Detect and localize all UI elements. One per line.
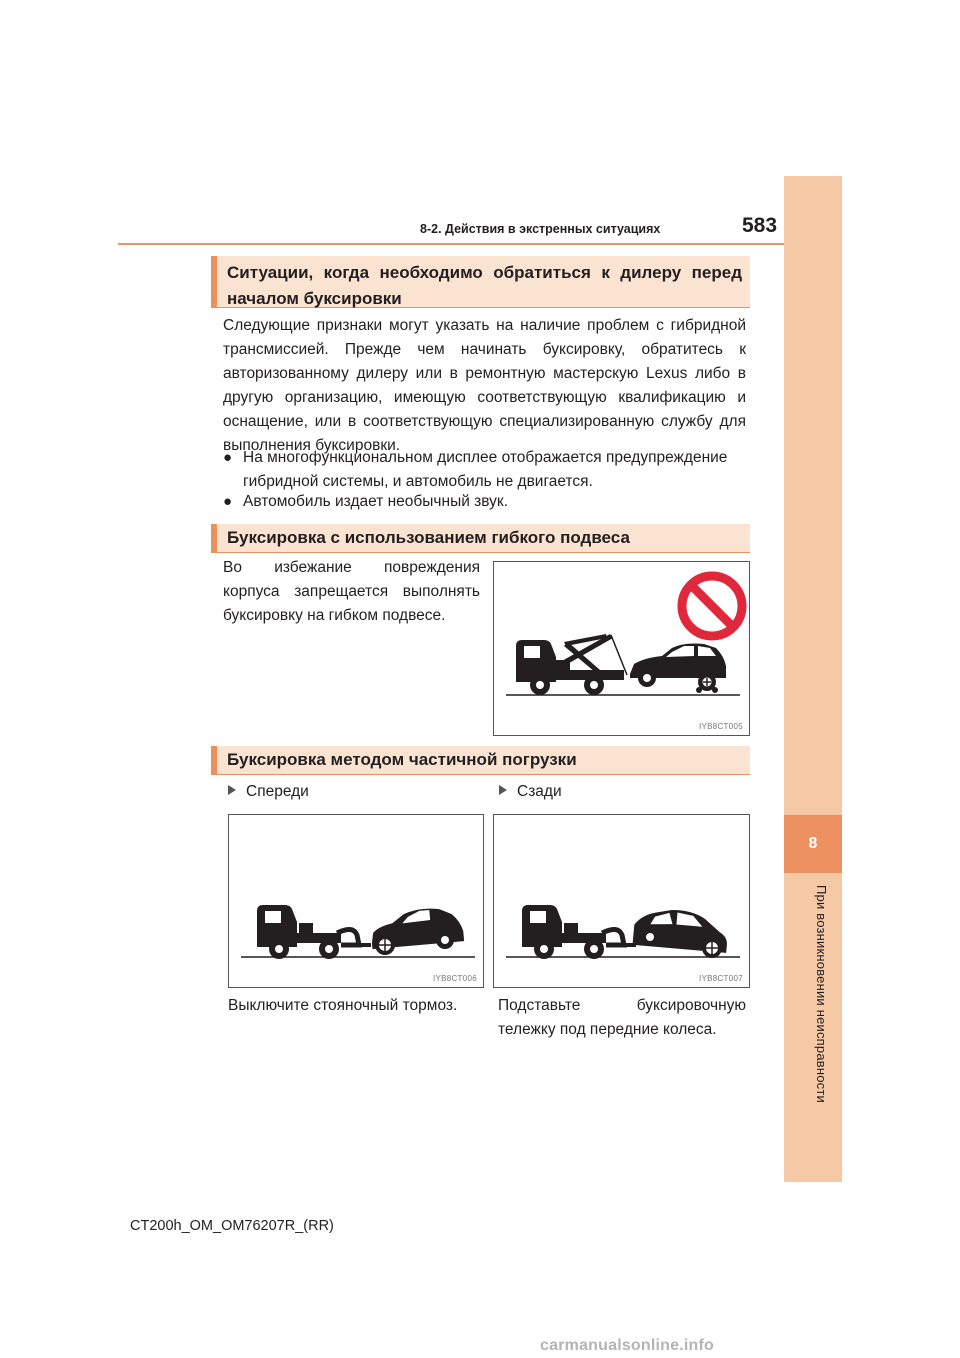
caption-rear: Подставьте буксировочную тележку под передние колеса. — [498, 997, 746, 1038]
figure-code: IYB8CT006 — [432, 974, 477, 983]
page-number: 583 — [742, 214, 778, 237]
footer-doc-code: CT200h_OM_OM76207R_(RR) — [130, 1218, 334, 1234]
bullet-text: Автомобиль издает необычный звук. — [243, 493, 509, 510]
triangle-bullet-icon — [228, 785, 236, 795]
bullet-text: На многофункциональном дисплее отображается предупреждение гибридной системы, и автомобиль не двигается. — [243, 449, 728, 490]
label-rear-text: Сзади — [517, 783, 562, 800]
front-tow-illustration — [229, 815, 483, 987]
dealer-paragraph: Следующие признаки могут указать на наличие проблем с гибридной трансмиссией. Прежде чем начинать буксировку, обратитесь к авторизованному дилеру или в ремонтную мастерскую Lexus либо в другую организацию, имеющую соответствующую квалификацию и оснащение, или в соответствующую специализированную службу для выполнения буксировки. — [223, 317, 746, 454]
figure-sling-tow-prohibited — [493, 561, 750, 736]
heading-sling-towing: Буксировка с использованием гибкого подвеса — [211, 524, 750, 553]
car-icon — [633, 906, 730, 958]
chapter-number-badge: 8 — [784, 815, 842, 873]
bullet-dot-icon: ● — [223, 449, 233, 466]
figure-code: IYB8CT007 — [698, 974, 743, 983]
prohibition-icon — [682, 576, 742, 636]
car-icon — [630, 644, 726, 694]
heading-partial-loading: Буксировка методом частичной погрузки — [211, 746, 750, 775]
section-title: 8-2. Действия в экстренных ситуациях — [420, 222, 661, 236]
sling-paragraph: Во избежание повреждения корпуса запрещается выполнять буксировку на гибком подвесе. — [223, 559, 480, 624]
header-rule — [118, 243, 842, 245]
tow-truck-icon — [516, 634, 627, 695]
label-rear — [499, 780, 562, 804]
car-icon — [369, 906, 464, 955]
triangle-bullet-icon — [499, 785, 507, 795]
figure-code: IYB8CT005 — [698, 722, 743, 731]
tow-truck-icon — [522, 905, 636, 959]
rear-tow-illustration — [494, 815, 749, 987]
label-front-text: Спереди — [246, 783, 309, 800]
figure-rear-towing — [493, 814, 750, 988]
bullet-item — [223, 490, 746, 514]
heading-dealer: Ситуации, когда необходимо обратиться к дилеру перед началом буксировки — [211, 256, 750, 308]
tow-truck-icon — [257, 905, 371, 959]
chapter-title-vertical: При возникновении неисправности — [814, 885, 829, 1103]
label-front — [228, 780, 309, 804]
bullet-item — [223, 446, 746, 494]
bullet-dot-icon: ● — [223, 493, 233, 510]
caption-front: Выключите стояночный тормоз. — [228, 997, 458, 1014]
sling-tow-illustration — [494, 562, 749, 735]
watermark: carmanualsonline.info — [540, 1337, 715, 1354]
figure-front-towing — [228, 814, 484, 988]
